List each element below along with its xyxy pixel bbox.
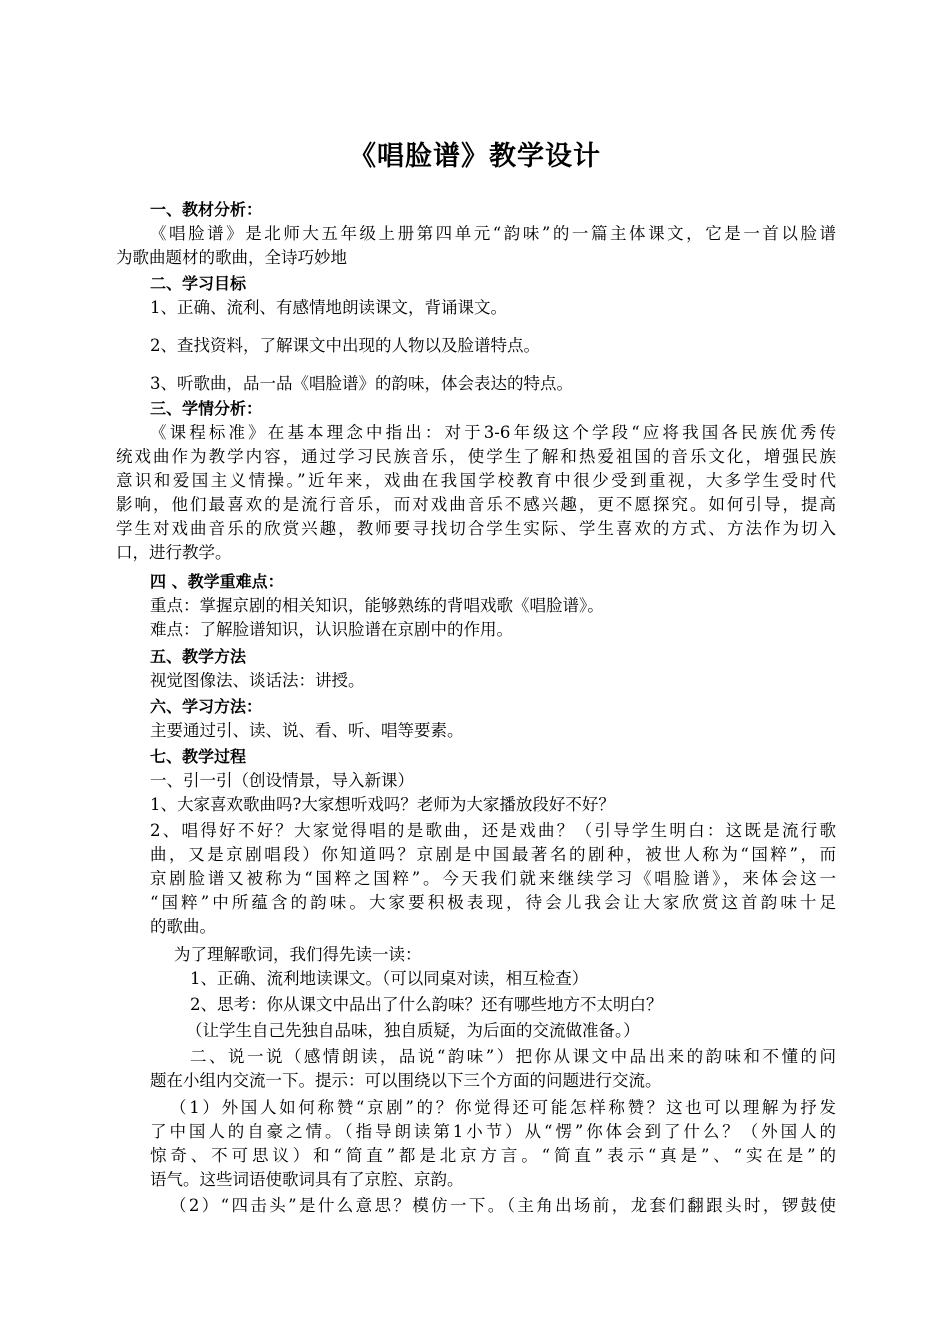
paragraph-line: 口，进行教学。 — [116, 543, 232, 562]
list-item: 2、思考：你从课文中品出了什么韵味？还有哪些地方不太明白？ — [190, 995, 663, 1014]
document-title: 《唱脸谱》教学设计 — [349, 141, 601, 172]
paragraph-line: 2、唱得好不好？大家觉得唱的是歌曲，还是戏曲？（引导学生明白：这既是流行歌 — [150, 821, 836, 840]
section-heading-7: 七、教学过程 — [150, 747, 247, 766]
list-item: 2、查找资料，了解课文中出现的人物以及脸谱特点。 — [150, 336, 540, 355]
paragraph-line: 难点：了解脸谱知识，认识脸谱在京剧中的作用。 — [150, 620, 513, 639]
paragraph-line: 影响，他们最喜欢的是流行音乐，而对戏曲音乐不感兴趣，更不愿探究。如何引导，提高 — [116, 495, 836, 514]
paragraph-line: “国粹”中所蕴含的韵味。大家要积极表现，待会儿我会让大家欣赏这首韵味十足 — [150, 893, 836, 912]
section-heading-5: 五、教学方法 — [150, 647, 247, 666]
paragraph-line: 视觉图像法、谈话法：讲授。 — [150, 671, 365, 690]
paragraph-line: 的歌曲。 — [150, 917, 216, 936]
list-item: 1、正确、流利、有感情地朗读课文，背诵课文。 — [150, 298, 507, 317]
paragraph-line: 统戏曲作为教学内容，通过学习民族音乐，使学生了解和热爱祖国的音乐文化，增强民族 — [116, 447, 836, 466]
section-heading-3: 三、学情分析： — [150, 399, 263, 418]
paragraph-line: 主要通过引、读、说、看、听、唱等要素。 — [150, 721, 464, 740]
paragraph-line: （2）“四击头”是什么意思？模仿一下。（主角出场前，龙套们翻跟头时，锣鼓使 — [170, 1196, 836, 1215]
section-heading-1: 一、教材分析： — [150, 200, 263, 219]
paragraph-line: 题在小组内交流一下。提示：可以围绕以下三个方面的问题进行交流。 — [150, 1071, 662, 1090]
paragraph-line: 为歌曲题材的歌曲，全诗巧妙地 — [116, 248, 347, 267]
paragraph-line: 一、引一引（创设情景，导入新课） — [150, 771, 414, 790]
paragraph-line: （1）外国人如何称赞“京剧”的？你觉得还可能怎样称赞？这也可以理解为抒发 — [170, 1098, 836, 1117]
list-item: 1、正确、流利地读课文。（可以同桌对读，相互检查） — [190, 969, 589, 988]
paragraph-line: 二、说一说（感情朗读，品说“韵味”）把你从课文中品出来的韵味和不懂的问 — [190, 1047, 836, 1066]
paragraph-line: 惊奇、不可思议）和“简直”都是北京方言。“简直”表示“真是”、“实在是”的 — [150, 1146, 836, 1165]
paragraph-line: 意识和爱国主义情操。”近年来，戏曲在我国学校教育中很少受到重视，大多学生受时代 — [116, 471, 836, 490]
paragraph-line: 《唱脸谱》是北师大五年级上册第四单元“韵味”的一篇主体课文，它是一首以脸谱 — [150, 224, 836, 243]
section-heading-6: 六、学习方法： — [150, 697, 263, 716]
section-heading-4: 四 、教学重难点： — [150, 572, 284, 591]
paragraph-line: 1、大家喜欢歌曲吗?大家想听戏吗？老师为大家播放段好不好？ — [150, 795, 615, 814]
paragraph-line: 曲，又是京剧唱段）你知道吗？京剧是中国最著名的剧种，被世人称为“国粹”，而 — [150, 845, 836, 864]
paragraph-line: 语气。这些词语使歌词具有了京腔、京韵。 — [150, 1170, 464, 1189]
list-item: 3、听歌曲，品一品《唱脸谱》的韵味，体会表达的特点。 — [150, 374, 573, 393]
section-heading-2: 二、学习目标 — [150, 274, 247, 293]
paragraph-line: 《课程标准》在基本理念中指出：对于3-6年级这个学段“应将我国各民族优秀传 — [150, 423, 836, 442]
paragraph-line: （让学生自己先独自品味，独自质疑，为后面的交流做准备。） — [186, 1021, 640, 1040]
paragraph-line: 为了理解歌词，我们得先读一读： — [174, 945, 422, 964]
paragraph-line: 学生对戏曲音乐的欣赏兴趣，教师要寻找切合学生实际、学生喜欢的方式、方法作为切入 — [116, 519, 836, 538]
paragraph-line: 京剧脸谱又被称为“国粹之国粹”。今天我们就来继续学习《唱脸谱》，来体会这一 — [150, 869, 836, 888]
paragraph-line: 重点：掌握京剧的相关知识，能够熟练的背唱戏歌《唱脸谱》。 — [150, 596, 604, 615]
paragraph-line: 了中国人的自豪之情。（指导朗读第1小节）从“愣”你体会到了什么？（外国人的 — [150, 1122, 836, 1141]
